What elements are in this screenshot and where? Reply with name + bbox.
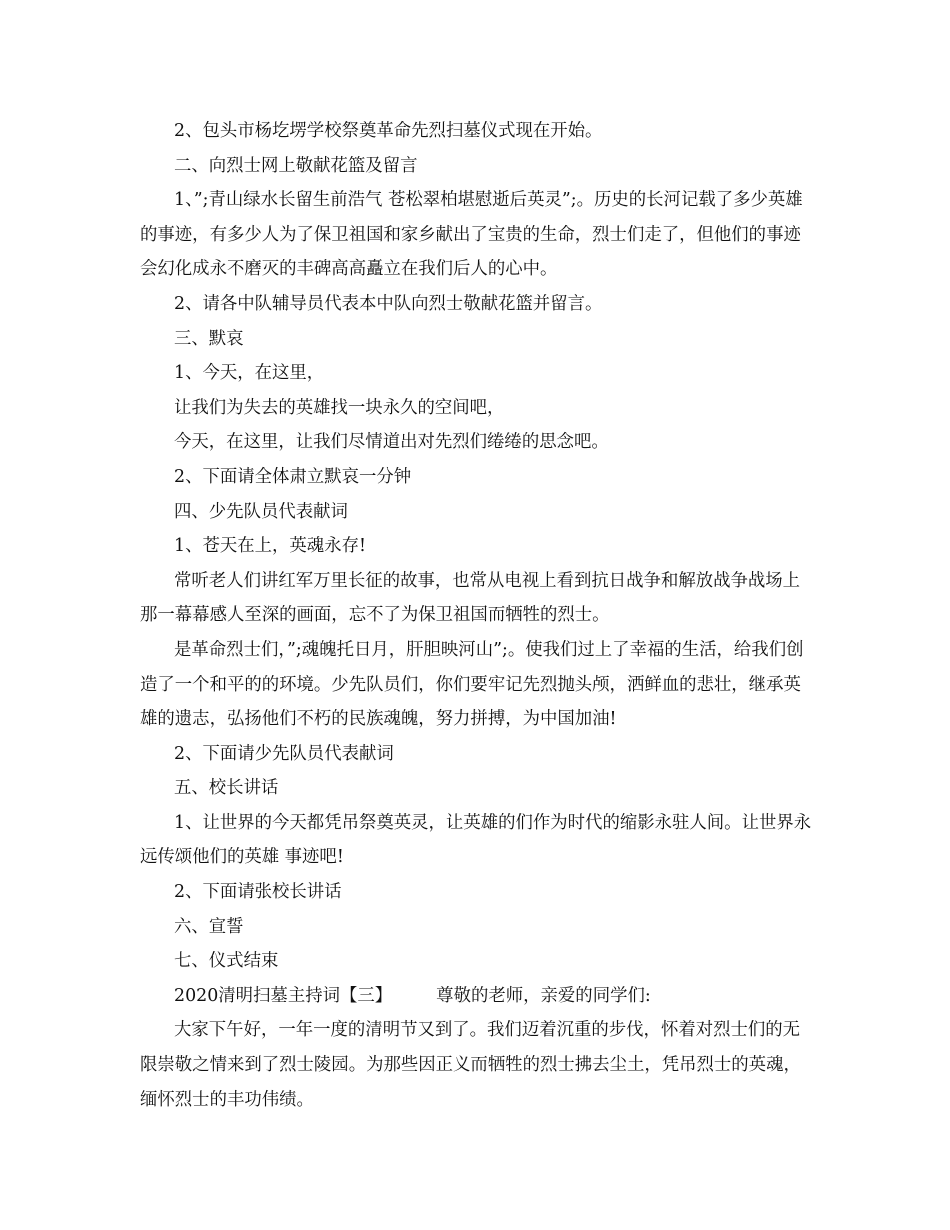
- section-heading: 六、宣誓: [174, 916, 244, 937]
- paragraph: 让我们为失去的英雄找一块永久的空间吧，: [174, 397, 505, 418]
- paragraph: 今天，在这里，让我们尽情道出对先烈们绻绻的思念吧。: [174, 432, 609, 453]
- paragraph: 2、下面请全体肃立默哀一分钟: [174, 466, 412, 487]
- section-heading: 三、默哀: [174, 328, 244, 349]
- paragraph: 1、让世界的今天都凭吊祭奠英灵，让英雄的们作为时代的缩影永驻人间。让世界永远传颂他们的英雄 事迹吧!: [140, 812, 812, 868]
- paragraph: 大家下午好，一年一度的清明节又到了。我们迈着沉重的步伐，怀着对烈士们的无限崇敬之情来到了烈士陵园。为那些因正义而牺牲的烈士拂去尘土，凭吊烈士的英魂，缅怀烈士的丰功伟绩。: [140, 1020, 801, 1110]
- paragraph: 2、下面请张校长讲话: [174, 882, 342, 903]
- document-body: [140, 114, 816, 1117]
- heading-line: [140, 979, 816, 1014]
- section-heading: 二、向烈士网上敬献花篮及留言: [174, 155, 418, 176]
- paragraph: 1、今天，在这里，: [174, 363, 325, 384]
- part-heading: 2020清明扫墓主持词【三】: [174, 985, 393, 1006]
- paragraph: 是革命烈士们，”;魂魄托日月，肝胆映河山”;。使我们过上了幸福的生活，给我们创造了一个和平的的环境。少先队员们，你们要牢记先烈抛头颅，洒鲜血的悲壮，继承英雄的遗志，弘扬他们不朽的民族魂魄，努力拼搏，为中国加油!: [140, 639, 804, 730]
- paragraph: 2、下面请少先队员代表献词: [174, 743, 394, 764]
- section-heading: 七、仪式结束: [174, 951, 279, 972]
- section-heading: 四、少先队员代表献词: [174, 501, 348, 522]
- paragraph: 2、包头市杨圪塄学校祭奠革命先烈扫墓仪式现在开始。: [174, 121, 603, 141]
- paragraph: 2、请各中队辅导员代表本中队向烈士敬献花篮并留言。: [174, 293, 603, 314]
- paragraph: 1、”;青山绿水长留生前浩气 苍松翠柏堪慰逝后英灵”;。历史的长河记载了多少英雄的事迹，有多少人为了保卫祖国和家乡献出了宝贵的生命，烈士们走了，但他们的事迹会幻化成永不磨灭的丰碑高高矗立在我们后人的心中。: [140, 190, 803, 280]
- paragraph: 常听老人们讲红军万里长征的故事，也常从电视上看到抗日战争和解放战争战场上那一幕幕感人至深的画面，忘不了为保卫祖国而牺牲的烈士。: [140, 570, 801, 626]
- section-heading: 五、校长讲话: [174, 778, 279, 799]
- greeting: 尊敬的老师，亲爱的同学们:: [436, 985, 651, 1006]
- paragraph: 1、苍天在上，英魂永存!: [174, 536, 366, 557]
